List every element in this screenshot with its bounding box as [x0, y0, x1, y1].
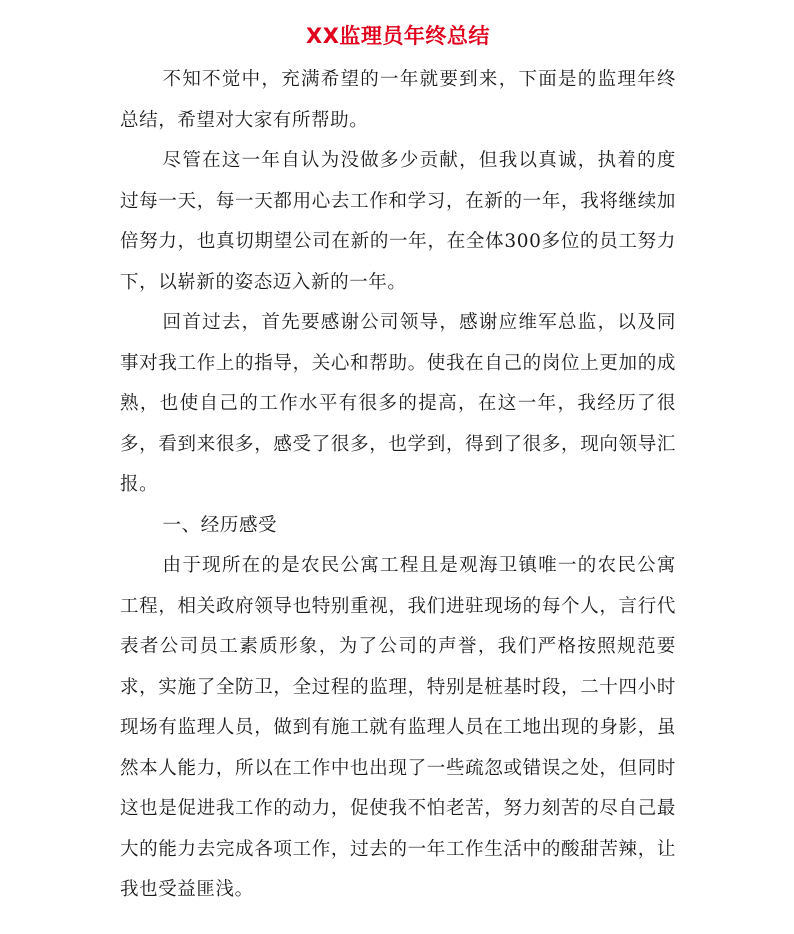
paragraph-gratitude: 回首过去，首先要感谢公司领导，感谢应维军总监，以及同事对我工作上的指导，关心和帮助。使我在自己的岗位上更加的成熟，也使自己的工作水平有很多的提高，在这一年，我经历了很多，看到来很多，感受了很多，也学到，得到了很多，现向领导汇报。 — [120, 312, 676, 495]
paragraph-intro: 不知不觉中，充满希望的一年就要到来，下面是的监理年终总结，希望对大家有所帮助。 — [120, 69, 676, 131]
section-heading: 一、经历感受 — [162, 514, 278, 536]
paragraph-contribution: 尽管在这一年自认为没做多少贡献，但我以真诚，执着的度过每一天，每一天都用心去工作和学习，在新的一年，我将继续加倍努力，也真切期望公司在新的一年，在全体300多位的员工努力下，以崭新的姿态迈入新的一年。 — [120, 150, 676, 293]
paragraph-experience: 由于现所在的是农民公寓工程且是观海卫镇唯一的农民公寓工程，相关政府领导也特别重视，我们进驻现场的每个人，言行代表者公司员工素质形象，为了公司的声誉，我们严格按照规范要求，实施了全防卫，全过程的监理，特别是桩基时段，二十四小时现场有监理人员，做到有施工就有监理人员在工地出现的身影，虽然本人能力，所以在工作中也出现了一些疏忽或错误之处，但同时这也是促进我工作的动力，促使我不怕老苦，努力刻苦的尽自己最大的能力去完成各项工作，过去的一年工作生活中的酸甜苦辣，让我也受益匪浅。 — [120, 555, 676, 900]
document-title: XX监理员年终总结 — [306, 24, 490, 48]
